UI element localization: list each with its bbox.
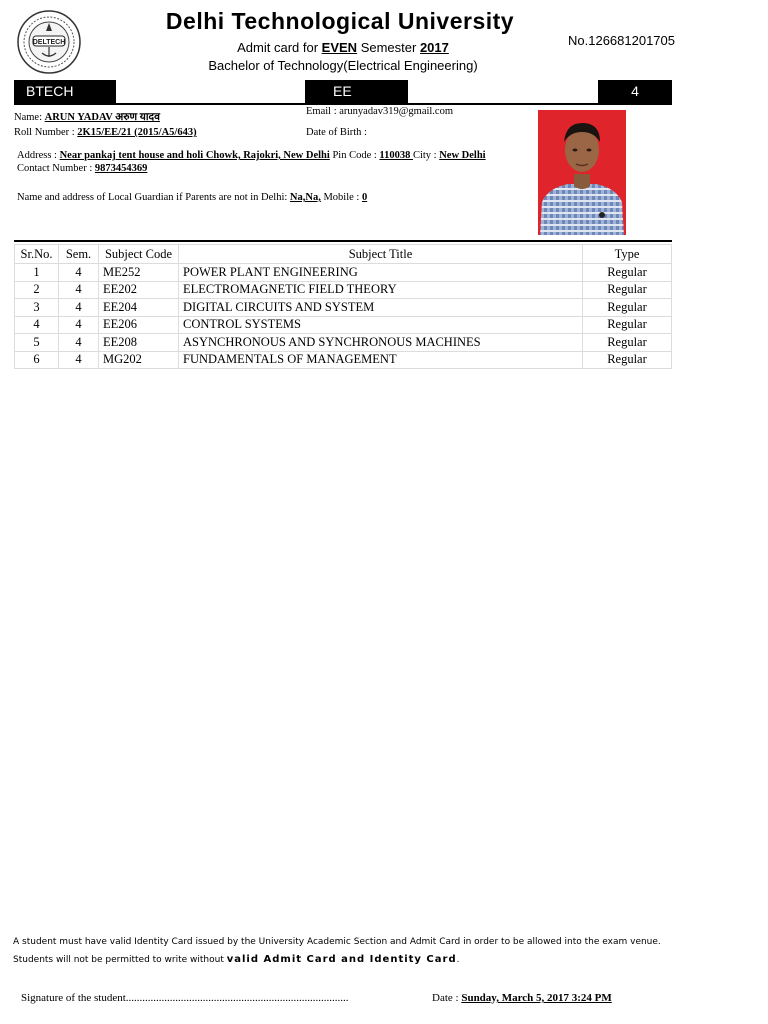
city-label: City : [412, 150, 440, 161]
table-row [15, 299, 672, 317]
header-subject-code: Subject Code [99, 245, 179, 264]
email-label: Email : [306, 106, 340, 117]
student-photo [538, 110, 626, 235]
cell-subject-code: EE206 [99, 316, 179, 334]
permission-note-suffix: . [456, 955, 460, 965]
header-type: Type [583, 245, 672, 264]
cell-sr-no: 6 [15, 351, 59, 369]
roll-row [14, 127, 197, 138]
header-rule [14, 103, 672, 105]
mobile-value: 0 [361, 192, 368, 203]
student-name: ARUN YADAV अरुण यादव [44, 112, 160, 123]
header-sr-no: Sr.No. [15, 245, 59, 264]
cell-subject-title: POWER PLANT ENGINEERING [179, 264, 583, 282]
subjects-table [14, 244, 672, 369]
student-name-row [14, 110, 160, 124]
programme-name: Bachelor of Technology(Electrical Engineering) [208, 58, 478, 73]
cell-sr-no: 4 [15, 316, 59, 334]
admit-prefix: Admit card for [237, 40, 322, 55]
date-label: Date : [432, 992, 462, 1004]
permission-note [13, 954, 460, 965]
signature-line: Signature of the student................................................................................. [21, 992, 349, 1004]
semester-bar: 4 [598, 80, 672, 103]
address-label: Address : [17, 150, 60, 161]
cell-type: Regular [583, 281, 672, 299]
contact-row [17, 163, 147, 174]
cell-subject-title: CONTROL SYSTEMS [179, 316, 583, 334]
branch-bar: EE [305, 80, 408, 103]
student-email: arunyadav319@gmail.com [339, 106, 454, 117]
semester-type: EVEN [321, 40, 358, 55]
semester-word: Semester [357, 40, 420, 55]
university-name: Delhi Technological University [165, 8, 515, 34]
contact-label: Contact Number : [17, 163, 95, 174]
pin-value: 110038 [379, 150, 413, 161]
table-row [15, 281, 672, 299]
pin-label: Pin Code : [329, 150, 380, 161]
cell-subject-code: MG202 [99, 351, 179, 369]
card-number: No.126681201705 [568, 33, 675, 48]
cell-sr-no: 1 [15, 264, 59, 282]
exam-year: 2017 [419, 40, 449, 55]
table-row [15, 316, 672, 334]
table-row [15, 351, 672, 369]
guardian-row [17, 192, 367, 203]
permission-note-bold: valid Admit Card and Identity Card [226, 954, 457, 965]
cell-subject-code: EE208 [99, 334, 179, 352]
date-row [432, 992, 612, 1004]
permission-note-prefix: Students will not be permitted to write without [13, 955, 227, 965]
cell-subject-title: FUNDAMENTALS OF MANAGEMENT [179, 351, 583, 369]
logo-text: DELTECH [32, 39, 66, 46]
table-header-row [15, 245, 672, 264]
cell-subject-title: ASYNCHRONOUS AND SYNCHRONOUS MACHINES [179, 334, 583, 352]
header-sem: Sem. [59, 245, 99, 264]
cell-type: Regular [583, 299, 672, 317]
roll-label: Roll Number : [14, 127, 78, 138]
identity-card-note: A student must have valid Identity Card issued by the University Academic Section and Admit Card in order to be allowed into the exam venue. [13, 937, 661, 947]
email-row [306, 106, 453, 117]
cell-subject-code: EE204 [99, 299, 179, 317]
cell-subject-title: ELECTROMAGNETIC FIELD THEORY [179, 281, 583, 299]
cell-sem: 4 [59, 334, 99, 352]
cell-sr-no: 2 [15, 281, 59, 299]
roll-number: 2K15/EE/21 (2015/A5/643) [77, 127, 197, 138]
cell-subject-code: ME252 [99, 264, 179, 282]
cell-sem: 4 [59, 264, 99, 282]
cell-sem: 4 [59, 351, 99, 369]
cell-subject-title: DIGITAL CIRCUITS AND SYSTEM [179, 299, 583, 317]
dob-label: Date of Birth : [306, 127, 367, 138]
date-value: Sunday, March 5, 2017 3:24 PM [461, 992, 612, 1004]
cell-sr-no: 3 [15, 299, 59, 317]
guardian-value: Na,Na, [289, 192, 321, 203]
guardian-label: Name and address of Local Guardian if Parents are not in Delhi: [17, 192, 290, 203]
table-row [15, 264, 672, 282]
city-value: New Delhi [439, 150, 486, 161]
cell-type: Regular [583, 334, 672, 352]
header-subject-title: Subject Title [179, 245, 583, 264]
course-bar: BTECH [14, 80, 116, 103]
address-row [17, 150, 486, 161]
cell-sem: 4 [59, 299, 99, 317]
cell-sem: 4 [59, 281, 99, 299]
cell-type: Regular [583, 351, 672, 369]
cell-sem: 4 [59, 316, 99, 334]
cell-sr-no: 5 [15, 334, 59, 352]
mobile-label: Mobile : [320, 192, 362, 203]
cell-type: Regular [583, 316, 672, 334]
contact-value: 9873454369 [94, 163, 148, 174]
address-value: Near pankaj tent house and holi Chowk, Rajokri, New Delhi [59, 150, 330, 161]
name-label: Name: [14, 112, 45, 123]
table-row [15, 334, 672, 352]
cell-subject-code: EE202 [99, 281, 179, 299]
info-rule [14, 240, 672, 242]
cell-type: Regular [583, 264, 672, 282]
